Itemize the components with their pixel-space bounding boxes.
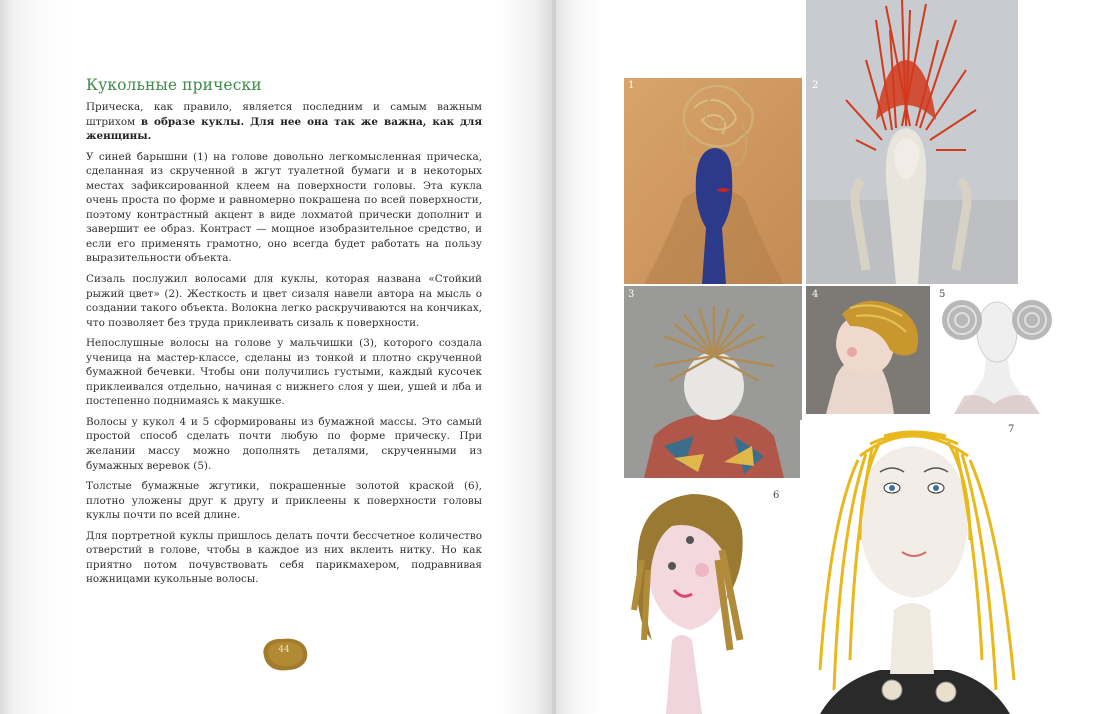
- section-heading: Кукольные прически: [86, 76, 262, 94]
- photo-label-6: 6: [773, 490, 780, 501]
- photo-label-7: 7: [1008, 424, 1015, 435]
- photo-label-5: 5: [939, 289, 946, 300]
- photo-boy-doll: [624, 286, 802, 478]
- paragraph-boy: Непослушные волосы на голове у мальчишки (3), которого создала ученица на мастер-классе, сделаны из тонкой и плотно скрученной бумажной бечевки. Чтобы они получились густыми, каждый кусочек приклеивался отдельно, начиная с нижнего слоя у шеи, ушей и лба и постепенно поднимаясь к макушке.: [86, 337, 482, 408]
- intro-bold: в образе куклы. Для нее она так же важна, как для женщины.: [86, 115, 482, 143]
- paragraph-portrait: Для портретной куклы пришлось делать почти бессчетное количество отверстий в голове, чтобы в каждое из них вклеить нитку. Но как приятно потом почувствовать себя парикмахером, подравнивая ножницами кукольные волосы.: [86, 529, 482, 586]
- paragraph-blue-doll: У синей барышни (1) на голове довольно легкомысленная прическа, сделанная из скрученной в жгут туалетной бумаги и в некоторых местах зафиксированной клеем на поверхности головы. Эта кукла очень проста по форме и равномерно покрашена по всей поверхности, поэтому контрастный акцент в виде лохматой прически дополнит и завершит ее образ. Контраст — мощное изобразительное средство, и если его применять грамотно, оно всегда будет работать на пользу выразительности объекта.: [86, 150, 482, 265]
- photo-blue-doll: [624, 78, 802, 284]
- paragraph-sisal: Сизаль послужил волосами для куклы, которая названа «Стойкий рыжий цвет» (2). Жесткость и цвет сизаля навели автора на мысль о создании такого объекта. Волокна легко раскручиваются на кончиках, что позволяет без труда приклеивать сизаль к поверхности.: [86, 273, 482, 329]
- photo-label-4: 4: [812, 289, 819, 300]
- intro-lead: Прическа, как правило, является последним и самым важным штрихом: [86, 101, 482, 128]
- photo-yellow-yarn-doll: [800, 420, 1030, 714]
- paragraph-paper-mass: Волосы у кукол 4 и 5 сформированы из бумажной массы. Это самый простой способ сделать почти любую по форме прическу. При желании массу можно дополнять деталями, скрученными из бумажных веревок (5).: [86, 415, 482, 472]
- page-number: 44: [278, 645, 290, 655]
- photo-gold-braids-doll: [622, 490, 756, 714]
- photo-spiral-buns-doll: [934, 286, 1058, 414]
- paragraph-intro: [86, 100, 482, 144]
- photo-gold-profile-doll: [806, 286, 930, 414]
- photo-sisal-doll: [806, 0, 1018, 284]
- photo-label-1: 1: [628, 80, 635, 91]
- left-page: [0, 0, 552, 714]
- body-text: [86, 100, 482, 593]
- photo-label-3: 3: [628, 289, 635, 300]
- paragraph-gold: Толстые бумажные жгутики, покрашенные золотой краской (6), плотно уложены друг к другу и приклеены к поверхности головы куклы почти по всей длине.: [86, 480, 482, 522]
- photo-label-2: 2: [812, 80, 819, 91]
